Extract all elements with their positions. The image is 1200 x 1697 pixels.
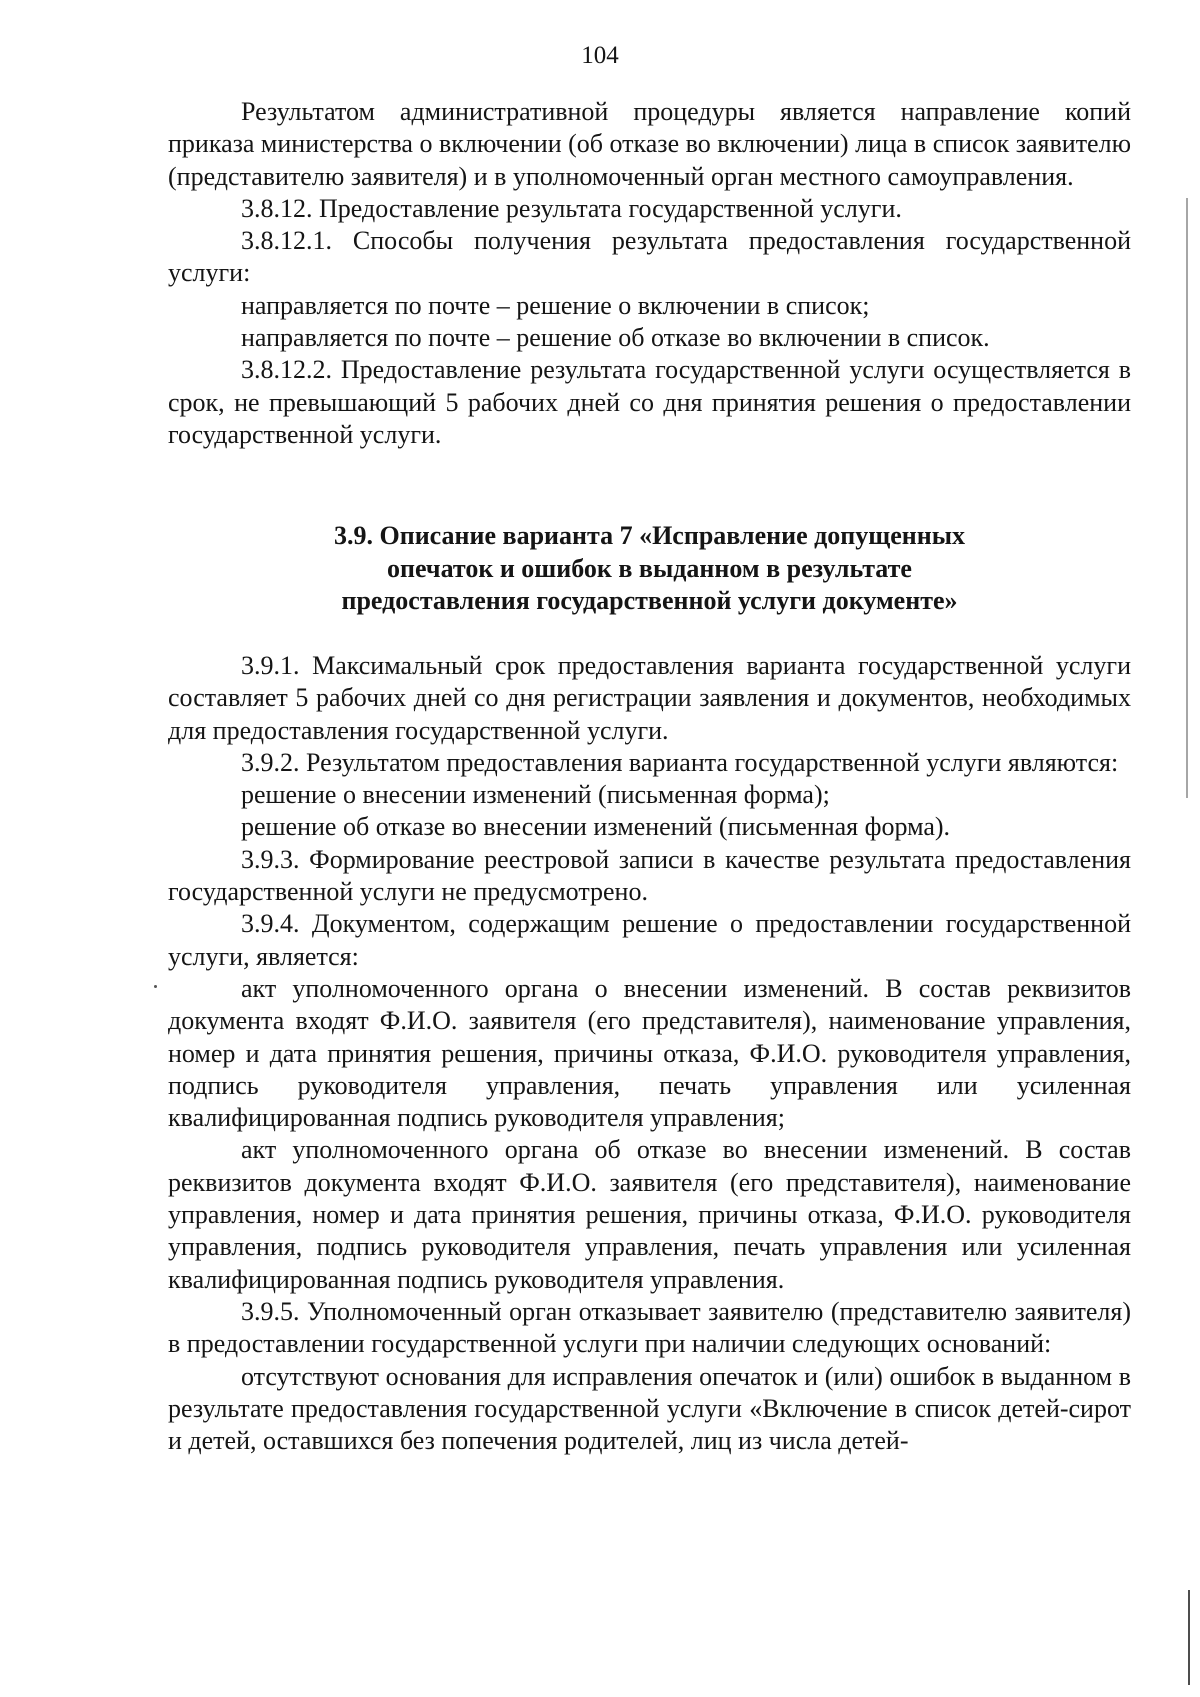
section-heading-3-9 [168, 520, 1131, 618]
paragraph: 3.9.3. Формирование реестровой записи в качестве результата предоставления государственной услуги не предусмотрено. [168, 844, 1131, 907]
scan-edge-line [1186, 198, 1188, 798]
paragraph: 3.9.2. Результатом предоставления варианта государственной услуги являются: [241, 747, 1119, 777]
section-3-9-text [168, 650, 1131, 1457]
list-item: направляется по почте – решение об отказе во включении в список. [241, 323, 990, 353]
heading-line: 3.9. Описание варианта 7 «Исправление допущенных [333, 521, 965, 550]
list-item: отсутствуют основания для исправления опечаток и (или) ошибок в выданном в результате предоставления государственной услуги «Включение в список детей-сирот и детей, оставшихся без попечения родителей, лиц из числа детей- [168, 1361, 1131, 1456]
list-item: акт уполномоченного органа об отказе во внесении изменений. В состав реквизитов документа входят Ф.И.О. заявителя (его представителя), наименование управления, номер и дата принятия решения, причины отказа, Ф.И.О. руководителя управления, подпись руководителя управления, печать управления или усиленная квалифицированная подпись руководителя управления. [168, 1135, 1131, 1294]
scan-speck [154, 985, 157, 988]
list-item: решение об отказе во внесении изменений (письменная форма). [241, 812, 951, 842]
list-item: решение о внесении изменений (письменная форма); [241, 780, 830, 810]
list-item: направляется по почте – решение о включении в список; [241, 290, 870, 320]
paragraph: 3.9.5. Уполномоченный орган отказывает заявителю (представителю заявителя) в предоставлении государственной услуги при наличии следующих оснований: [168, 1296, 1131, 1359]
heading-line: предоставления государственной услуги документе» [341, 586, 958, 615]
paragraph: 3.9.1. Максимальный срок предоставления варианта государственной услуги составляет 5 рабочих дней со дня регистрации заявления и документов, необходимых для предоставления государственной услуги. [168, 651, 1131, 745]
paragraph: Результатом административной процедуры является направление копий приказа министерства о включении (об отказе во включении) лица в список заявителю (представителю заявителя) и в уполномоченный орган местного самоуправления. [168, 97, 1131, 191]
paragraph: 3.8.12.1. Способы получения результата предоставления государственной услуги: [168, 226, 1131, 288]
paragraph: 3.8.12.2. Предоставление результата государственной услуги осуществляется в срок, не превышающий 5 рабочих дней со дня принятия решения о предоставлении государственной услуги. [168, 355, 1131, 449]
section-3-8-text [168, 96, 1131, 451]
list-item: акт уполномоченного органа о внесении изменений. В состав реквизитов документа входят Ф.И.О. заявителя (его представителя), наименование управления, номер и дата принятия решения, причины отказа, Ф.И.О. руководителя управления, подпись руководителя управления, печать управления или усиленная квалифицированная подпись руководителя управления; [168, 973, 1131, 1133]
paragraph: 3.9.4. Документом, содержащим решение о предоставлении государственной услуги, является: [168, 909, 1131, 971]
paragraph: 3.8.12. Предоставление результата государственной услуги. [241, 193, 902, 223]
heading-line: опечаток и ошибок в выданном в результате [387, 553, 912, 583]
scan-edge-line [1188, 1590, 1190, 1685]
page-number: 104 [581, 42, 619, 69]
